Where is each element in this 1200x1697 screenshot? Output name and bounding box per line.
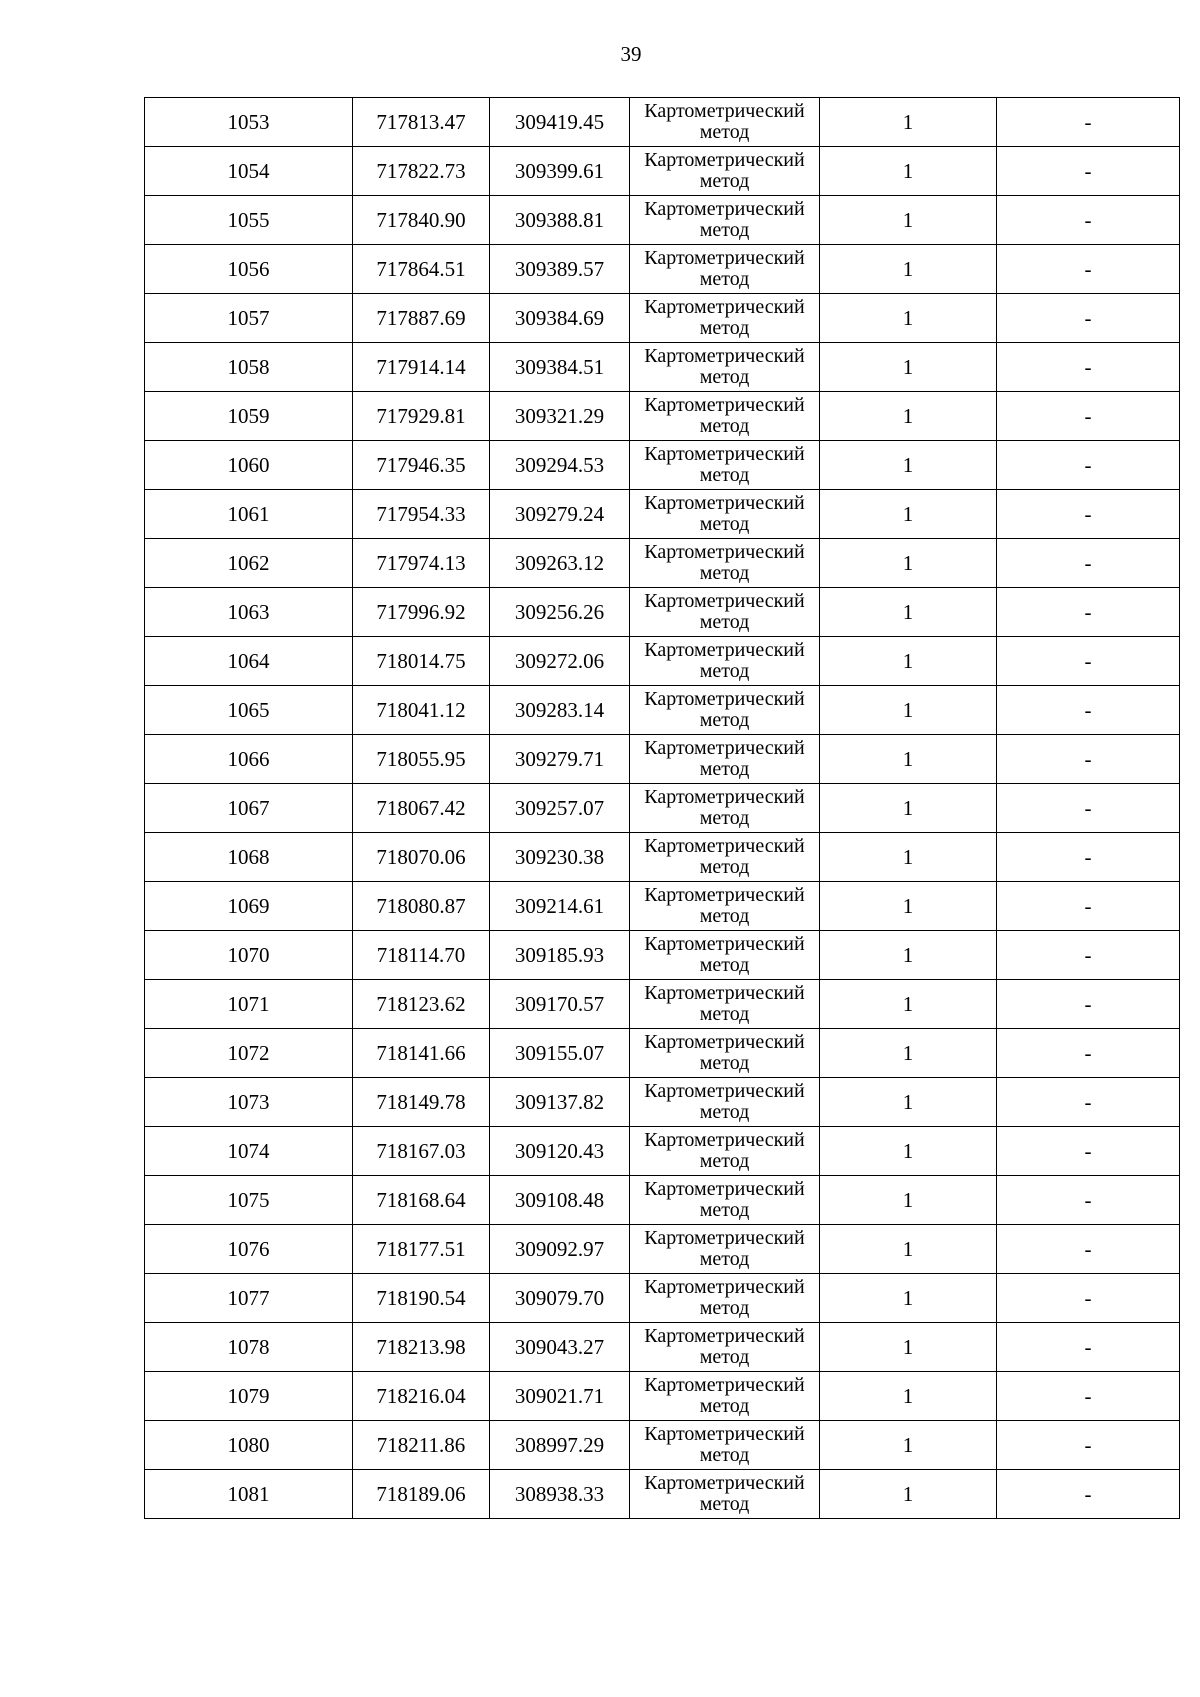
- accuracy-cell: 1: [820, 1127, 997, 1176]
- x-coordinate-cell: 718055.95: [353, 735, 490, 784]
- table-row: [145, 1127, 1180, 1176]
- y-coordinate-cell: 309263.12: [490, 539, 630, 588]
- x-coordinate-cell: 718211.86: [353, 1421, 490, 1470]
- method-line-2: метод: [699, 1052, 750, 1074]
- note-cell: -: [997, 637, 1180, 686]
- point-number-cell: 1054: [145, 147, 353, 196]
- method-line-1: Картометрический: [644, 1472, 805, 1494]
- method-line-1: Картометрический: [644, 835, 805, 857]
- method-line-2: метод: [699, 807, 750, 829]
- method-cell: [630, 1225, 820, 1274]
- y-coordinate-cell: 309214.61: [490, 882, 630, 931]
- note-cell: -: [997, 245, 1180, 294]
- note-cell: -: [997, 539, 1180, 588]
- y-coordinate-cell: 309230.38: [490, 833, 630, 882]
- x-coordinate-cell: 718190.54: [353, 1274, 490, 1323]
- accuracy-cell: 1: [820, 392, 997, 441]
- method-line-2: метод: [699, 1003, 750, 1025]
- y-coordinate-cell: 309399.61: [490, 147, 630, 196]
- method-line-1: Картометрический: [644, 639, 805, 661]
- note-cell: -: [997, 147, 1180, 196]
- y-coordinate-cell: 309021.71: [490, 1372, 630, 1421]
- method-line-1: Картометрический: [644, 884, 805, 906]
- table-row: [145, 147, 1180, 196]
- method-cell: [630, 882, 820, 931]
- method-line-1: Картометрический: [644, 933, 805, 955]
- method-line-2: метод: [699, 415, 750, 437]
- method-line-2: метод: [699, 1346, 750, 1368]
- y-coordinate-cell: 309279.71: [490, 735, 630, 784]
- method-cell: [630, 245, 820, 294]
- accuracy-cell: 1: [820, 735, 997, 784]
- note-cell: -: [997, 1078, 1180, 1127]
- point-number-cell: 1058: [145, 343, 353, 392]
- note-cell: -: [997, 392, 1180, 441]
- x-coordinate-cell: 717929.81: [353, 392, 490, 441]
- accuracy-cell: 1: [820, 784, 997, 833]
- y-coordinate-cell: 308997.29: [490, 1421, 630, 1470]
- x-coordinate-cell: 717864.51: [353, 245, 490, 294]
- accuracy-cell: 1: [820, 931, 997, 980]
- table-row: [145, 98, 1180, 147]
- x-coordinate-cell: 718070.06: [353, 833, 490, 882]
- x-coordinate-cell: 717946.35: [353, 441, 490, 490]
- method-cell: [630, 490, 820, 539]
- accuracy-cell: 1: [820, 1372, 997, 1421]
- method-cell: [630, 539, 820, 588]
- method-line-2: метод: [699, 856, 750, 878]
- method-line-1: Картометрический: [644, 1423, 805, 1445]
- point-number-cell: 1059: [145, 392, 353, 441]
- point-number-cell: 1079: [145, 1372, 353, 1421]
- table-row: [145, 833, 1180, 882]
- method-line-2: метод: [699, 611, 750, 633]
- method-line-1: Картометрический: [644, 590, 805, 612]
- method-line-2: метод: [699, 660, 750, 682]
- method-line-1: Картометрический: [644, 1227, 805, 1249]
- y-coordinate-cell: 309185.93: [490, 931, 630, 980]
- x-coordinate-cell: 717954.33: [353, 490, 490, 539]
- point-number-cell: 1060: [145, 441, 353, 490]
- y-coordinate-cell: 309279.24: [490, 490, 630, 539]
- note-cell: -: [997, 1225, 1180, 1274]
- y-coordinate-cell: 308938.33: [490, 1470, 630, 1519]
- x-coordinate-cell: 717813.47: [353, 98, 490, 147]
- y-coordinate-cell: 309272.06: [490, 637, 630, 686]
- accuracy-cell: 1: [820, 1421, 997, 1470]
- point-number-cell: 1063: [145, 588, 353, 637]
- method-cell: [630, 1372, 820, 1421]
- accuracy-cell: 1: [820, 147, 997, 196]
- note-cell: -: [997, 1274, 1180, 1323]
- table-row: [145, 980, 1180, 1029]
- note-cell: -: [997, 931, 1180, 980]
- y-coordinate-cell: 309079.70: [490, 1274, 630, 1323]
- table-row: [145, 1274, 1180, 1323]
- method-line-1: Картометрический: [644, 541, 805, 563]
- method-line-1: Картометрический: [644, 688, 805, 710]
- point-number-cell: 1053: [145, 98, 353, 147]
- note-cell: -: [997, 833, 1180, 882]
- note-cell: -: [997, 98, 1180, 147]
- y-coordinate-cell: 309108.48: [490, 1176, 630, 1225]
- method-line-1: Картометрический: [644, 737, 805, 759]
- method-line-2: метод: [699, 366, 750, 388]
- method-line-2: метод: [699, 758, 750, 780]
- note-cell: -: [997, 1421, 1180, 1470]
- point-number-cell: 1078: [145, 1323, 353, 1372]
- method-line-1: Картометрический: [644, 443, 805, 465]
- coordinates-table: [144, 97, 1180, 1519]
- method-line-2: метод: [699, 121, 750, 143]
- accuracy-cell: 1: [820, 1078, 997, 1127]
- method-line-2: метод: [699, 1297, 750, 1319]
- table-row: [145, 931, 1180, 980]
- table-row: [145, 784, 1180, 833]
- point-number-cell: 1062: [145, 539, 353, 588]
- x-coordinate-cell: 718216.04: [353, 1372, 490, 1421]
- table-row: [145, 1421, 1180, 1470]
- x-coordinate-cell: 718067.42: [353, 784, 490, 833]
- point-number-cell: 1073: [145, 1078, 353, 1127]
- method-line-2: метод: [699, 1101, 750, 1123]
- y-coordinate-cell: 309419.45: [490, 98, 630, 147]
- coordinates-table-body: [145, 98, 1180, 1519]
- table-row: [145, 196, 1180, 245]
- method-line-2: метод: [699, 1199, 750, 1221]
- table-row: [145, 1176, 1180, 1225]
- note-cell: -: [997, 1470, 1180, 1519]
- method-cell: [630, 1029, 820, 1078]
- y-coordinate-cell: 309389.57: [490, 245, 630, 294]
- method-cell: [630, 1127, 820, 1176]
- point-number-cell: 1056: [145, 245, 353, 294]
- y-coordinate-cell: 309120.43: [490, 1127, 630, 1176]
- x-coordinate-cell: 718141.66: [353, 1029, 490, 1078]
- x-coordinate-cell: 718014.75: [353, 637, 490, 686]
- method-line-2: метод: [699, 317, 750, 339]
- method-line-1: Картометрический: [644, 100, 805, 122]
- method-cell: [630, 1274, 820, 1323]
- note-cell: -: [997, 1372, 1180, 1421]
- method-line-1: Картометрический: [644, 247, 805, 269]
- table-row: [145, 392, 1180, 441]
- table-row: [145, 343, 1180, 392]
- method-cell: [630, 637, 820, 686]
- note-cell: -: [997, 294, 1180, 343]
- table-row: [145, 441, 1180, 490]
- y-coordinate-cell: 309384.69: [490, 294, 630, 343]
- method-line-1: Картометрический: [644, 1276, 805, 1298]
- point-number-cell: 1066: [145, 735, 353, 784]
- note-cell: -: [997, 686, 1180, 735]
- point-number-cell: 1081: [145, 1470, 353, 1519]
- method-line-2: метод: [699, 562, 750, 584]
- accuracy-cell: 1: [820, 1176, 997, 1225]
- x-coordinate-cell: 718189.06: [353, 1470, 490, 1519]
- x-coordinate-cell: 718177.51: [353, 1225, 490, 1274]
- table-row: [145, 245, 1180, 294]
- point-number-cell: 1072: [145, 1029, 353, 1078]
- point-number-cell: 1075: [145, 1176, 353, 1225]
- x-coordinate-cell: 717840.90: [353, 196, 490, 245]
- method-line-1: Картометрический: [644, 345, 805, 367]
- note-cell: -: [997, 1323, 1180, 1372]
- method-cell: [630, 931, 820, 980]
- note-cell: -: [997, 441, 1180, 490]
- y-coordinate-cell: 309043.27: [490, 1323, 630, 1372]
- y-coordinate-cell: 309092.97: [490, 1225, 630, 1274]
- point-number-cell: 1061: [145, 490, 353, 539]
- point-number-cell: 1080: [145, 1421, 353, 1470]
- table-row: [145, 735, 1180, 784]
- accuracy-cell: 1: [820, 343, 997, 392]
- method-cell: [630, 196, 820, 245]
- method-cell: [630, 98, 820, 147]
- method-cell: [630, 833, 820, 882]
- note-cell: -: [997, 882, 1180, 931]
- method-line-2: метод: [699, 905, 750, 927]
- note-cell: -: [997, 1029, 1180, 1078]
- method-cell: [630, 1323, 820, 1372]
- method-line-1: Картометрический: [644, 1178, 805, 1200]
- method-line-2: метод: [699, 1444, 750, 1466]
- point-number-cell: 1070: [145, 931, 353, 980]
- y-coordinate-cell: 309283.14: [490, 686, 630, 735]
- accuracy-cell: 1: [820, 1225, 997, 1274]
- point-number-cell: 1069: [145, 882, 353, 931]
- table-row: [145, 1029, 1180, 1078]
- y-coordinate-cell: 309321.29: [490, 392, 630, 441]
- accuracy-cell: 1: [820, 539, 997, 588]
- method-line-2: метод: [699, 954, 750, 976]
- method-cell: [630, 441, 820, 490]
- note-cell: -: [997, 784, 1180, 833]
- point-number-cell: 1076: [145, 1225, 353, 1274]
- x-coordinate-cell: 717974.13: [353, 539, 490, 588]
- x-coordinate-cell: 717822.73: [353, 147, 490, 196]
- accuracy-cell: 1: [820, 686, 997, 735]
- method-cell: [630, 147, 820, 196]
- page-number: 39: [620, 42, 642, 66]
- point-number-cell: 1077: [145, 1274, 353, 1323]
- x-coordinate-cell: 718123.62: [353, 980, 490, 1029]
- y-coordinate-cell: 309256.26: [490, 588, 630, 637]
- method-line-1: Картометрический: [644, 1080, 805, 1102]
- method-line-1: Картометрический: [644, 492, 805, 514]
- point-number-cell: 1068: [145, 833, 353, 882]
- x-coordinate-cell: 718080.87: [353, 882, 490, 931]
- table-row: [145, 637, 1180, 686]
- note-cell: -: [997, 1176, 1180, 1225]
- table-row: [145, 1372, 1180, 1421]
- x-coordinate-cell: 718041.12: [353, 686, 490, 735]
- accuracy-cell: 1: [820, 1274, 997, 1323]
- accuracy-cell: 1: [820, 637, 997, 686]
- method-line-1: Картометрический: [644, 982, 805, 1004]
- method-line-2: метод: [699, 464, 750, 486]
- method-line-1: Картометрический: [644, 296, 805, 318]
- method-line-1: Картометрический: [644, 1031, 805, 1053]
- accuracy-cell: 1: [820, 196, 997, 245]
- table-row: [145, 1470, 1180, 1519]
- x-coordinate-cell: 717914.14: [353, 343, 490, 392]
- note-cell: -: [997, 1127, 1180, 1176]
- accuracy-cell: 1: [820, 980, 997, 1029]
- note-cell: -: [997, 196, 1180, 245]
- method-line-2: метод: [699, 1150, 750, 1172]
- point-number-cell: 1065: [145, 686, 353, 735]
- point-number-cell: 1057: [145, 294, 353, 343]
- y-coordinate-cell: 309388.81: [490, 196, 630, 245]
- table-row: [145, 490, 1180, 539]
- y-coordinate-cell: 309155.07: [490, 1029, 630, 1078]
- y-coordinate-cell: 309137.82: [490, 1078, 630, 1127]
- accuracy-cell: 1: [820, 490, 997, 539]
- table-row: [145, 294, 1180, 343]
- method-line-2: метод: [699, 709, 750, 731]
- method-line-2: метод: [699, 1395, 750, 1417]
- note-cell: -: [997, 490, 1180, 539]
- method-cell: [630, 1176, 820, 1225]
- y-coordinate-cell: 309257.07: [490, 784, 630, 833]
- method-cell: [630, 343, 820, 392]
- accuracy-cell: 1: [820, 588, 997, 637]
- accuracy-cell: 1: [820, 441, 997, 490]
- method-line-2: метод: [699, 219, 750, 241]
- point-number-cell: 1067: [145, 784, 353, 833]
- y-coordinate-cell: 309384.51: [490, 343, 630, 392]
- table-row: [145, 539, 1180, 588]
- point-number-cell: 1055: [145, 196, 353, 245]
- method-cell: [630, 1421, 820, 1470]
- table-row: [145, 1225, 1180, 1274]
- method-line-2: метод: [699, 1493, 750, 1515]
- accuracy-cell: 1: [820, 833, 997, 882]
- method-cell: [630, 980, 820, 1029]
- method-line-1: Картометрический: [644, 198, 805, 220]
- x-coordinate-cell: 718168.64: [353, 1176, 490, 1225]
- accuracy-cell: 1: [820, 1323, 997, 1372]
- method-line-1: Картометрический: [644, 786, 805, 808]
- method-line-1: Картометрический: [644, 1374, 805, 1396]
- method-line-1: Картометрический: [644, 1129, 805, 1151]
- point-number-cell: 1064: [145, 637, 353, 686]
- table-row: [145, 588, 1180, 637]
- accuracy-cell: 1: [820, 882, 997, 931]
- method-line-1: Картометрический: [644, 1325, 805, 1347]
- x-coordinate-cell: 718149.78: [353, 1078, 490, 1127]
- method-cell: [630, 588, 820, 637]
- x-coordinate-cell: 718114.70: [353, 931, 490, 980]
- table-row: [145, 686, 1180, 735]
- method-line-1: Картометрический: [644, 394, 805, 416]
- table-row: [145, 1078, 1180, 1127]
- table-row: [145, 1323, 1180, 1372]
- method-cell: [630, 735, 820, 784]
- method-cell: [630, 1470, 820, 1519]
- accuracy-cell: 1: [820, 294, 997, 343]
- x-coordinate-cell: 718213.98: [353, 1323, 490, 1372]
- point-number-cell: 1071: [145, 980, 353, 1029]
- method-cell: [630, 392, 820, 441]
- x-coordinate-cell: 717887.69: [353, 294, 490, 343]
- table-row: [145, 882, 1180, 931]
- accuracy-cell: 1: [820, 1029, 997, 1078]
- x-coordinate-cell: 717996.92: [353, 588, 490, 637]
- note-cell: -: [997, 343, 1180, 392]
- accuracy-cell: 1: [820, 1470, 997, 1519]
- method-cell: [630, 686, 820, 735]
- accuracy-cell: 1: [820, 245, 997, 294]
- method-cell: [630, 294, 820, 343]
- method-cell: [630, 1078, 820, 1127]
- method-line-2: метод: [699, 513, 750, 535]
- y-coordinate-cell: 309294.53: [490, 441, 630, 490]
- method-line-2: метод: [699, 268, 750, 290]
- x-coordinate-cell: 718167.03: [353, 1127, 490, 1176]
- method-line-2: метод: [699, 170, 750, 192]
- y-coordinate-cell: 309170.57: [490, 980, 630, 1029]
- point-number-cell: 1074: [145, 1127, 353, 1176]
- note-cell: -: [997, 980, 1180, 1029]
- note-cell: -: [997, 735, 1180, 784]
- method-line-2: метод: [699, 1248, 750, 1270]
- method-line-1: Картометрический: [644, 149, 805, 171]
- method-cell: [630, 784, 820, 833]
- accuracy-cell: 1: [820, 98, 997, 147]
- note-cell: -: [997, 588, 1180, 637]
